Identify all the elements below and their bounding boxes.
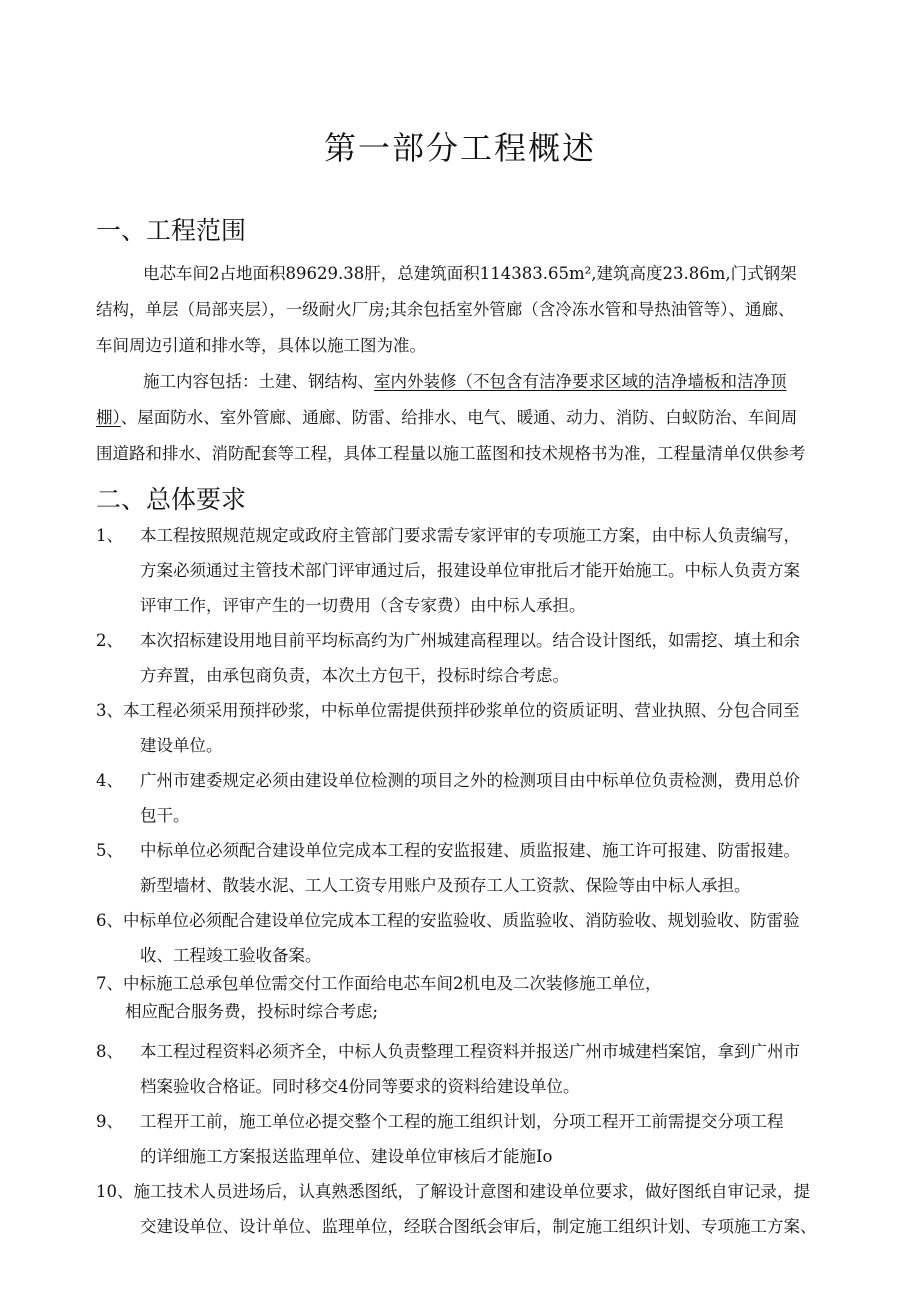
list-item	[96, 769, 800, 793]
item-number: 6、	[96, 911, 123, 930]
item-text: 本次招标建设用地目前平均标高约为广州城建高程理以。结合设计图纸，如需挖、填土和余	[140, 631, 800, 650]
item-text: 相应配合服务费，投标时综合考虑;	[125, 1002, 379, 1021]
item-text: 中标单位必须配合建设单位完成本工程的安监验收、质监验收、消防验收、规划验收、防雷验	[123, 911, 800, 930]
item-text: 本工程过程资料必须齐全，中标人负责整理工程资料并报送广州市城建档案馆，拿到广州市	[140, 1042, 800, 1061]
underlined-text: 室内外装修（不包含有洁净要求区域的洁净墙板和洁净顶	[374, 372, 787, 391]
item-text: 方案必须通过主管技术部门评审通过后，报建设单位审批后才能开始施工。中标人负责方案	[140, 561, 800, 580]
item-text: 广州市建委规定必须由建设单位检测的项目之外的检测项目由中标单位负责检测，费用总价	[140, 771, 800, 790]
item-text: 中标单位必须配合建设单位完成本工程的安监报建、质监报建、施工许可报建、防雷报建。	[140, 841, 800, 860]
list-item	[96, 1180, 810, 1204]
paragraph-line: 围道路和排水、消防配套等工程，具体工程量以施工蓝图和技术规格书为准，工程量清单仅供参考	[96, 444, 806, 463]
item-number: 9、	[96, 1112, 123, 1131]
section-heading-requirements: 二、总体要求	[96, 485, 247, 514]
item-number: 8、	[96, 1042, 123, 1061]
list-item	[96, 972, 662, 996]
item-text: 交建设单位、设计单位、监理单位，经联合图纸会审后，制定施工组织计划、专项施工方案、	[140, 1217, 817, 1236]
list-item	[96, 1110, 784, 1134]
paragraph-line: 车间周边引道和排水等，具体以施工图为准。	[96, 336, 426, 355]
list-item	[96, 524, 800, 548]
paragraph-line	[96, 406, 797, 430]
item-text: 建设单位。	[140, 736, 223, 755]
item-text: 本工程按照规范规定或政府主管部门要求需专家评审的专项施工方案，由中标人负责编写，	[140, 526, 800, 545]
item-text: 新型墙材、散装水泥、工人工资专用账户及预存工人工资款、保险等由中标人承担。	[140, 876, 751, 895]
item-text: 工程开工前，施工单位必提交整个工程的施工组织计划，分项工程开工前需提交分项工程	[140, 1112, 784, 1131]
paragraph-line	[143, 370, 787, 394]
item-text: 包干。	[140, 806, 190, 825]
item-number: 7、	[96, 974, 123, 993]
item-number: 1、	[96, 526, 123, 545]
item-text: 中标施工总承包单位需交付工作面给电芯车间2机电及二次装修施工单位，	[123, 974, 662, 993]
paragraph-line: 电芯车间2占地面积89629.38肝，总建筑面积114383.65m²,建筑高度23.86m,门式钢架	[143, 264, 797, 283]
item-text: 的详细施工方案报送监理单位、建设单位审核后才能施Io	[140, 1147, 553, 1166]
item-text: 收、工程竣工验收备案。	[140, 946, 322, 965]
item-number: 5、	[96, 841, 123, 860]
item-text: 档案验收合格证。同时移交4份同等要求的资料给建设单位。	[140, 1077, 580, 1096]
item-text: 方弃置，由承包商负责，本次土方包干，投标时综合考虑。	[140, 666, 569, 685]
text-span: 、屋面防水、室外管廊、通廊、防雷、给排水、电气、暖通、动力、消防、白蚁防治、车间周	[120, 408, 798, 427]
page-title: 第一部分工程概述	[323, 129, 596, 167]
list-item	[96, 629, 800, 653]
list-item	[96, 839, 800, 863]
paragraph-line: 结构，单层（局部夹层），一级耐火厂房;其余包括室外管廊（含冷冻水管和导热油管等）、通廊、	[96, 300, 795, 319]
text-span: 施工内容包括：土建、钢结构、	[143, 372, 374, 391]
list-item	[96, 909, 800, 933]
item-number: 2、	[96, 631, 123, 650]
underlined-text: 棚）	[96, 408, 121, 427]
section-heading-scope: 一、工程范围	[96, 216, 247, 245]
item-text: 评审工作，评审产生的一切费用（含专家费）由中标人承担。	[140, 596, 586, 615]
item-number: 10、	[96, 1182, 134, 1201]
list-item	[96, 1040, 800, 1064]
item-text: 本工程必须采用预拌砂浆，中标单位需提供预拌砂浆单位的资质证明、营业执照、分包合同至	[123, 701, 800, 720]
list-item	[96, 699, 800, 723]
item-number: 4、	[96, 771, 123, 790]
item-text: 施工技术人员进场后，认真熟悉图纸，了解设计意图和建设单位要求，做好图纸自审记录，提	[133, 1182, 810, 1201]
item-number: 3、	[96, 701, 123, 720]
